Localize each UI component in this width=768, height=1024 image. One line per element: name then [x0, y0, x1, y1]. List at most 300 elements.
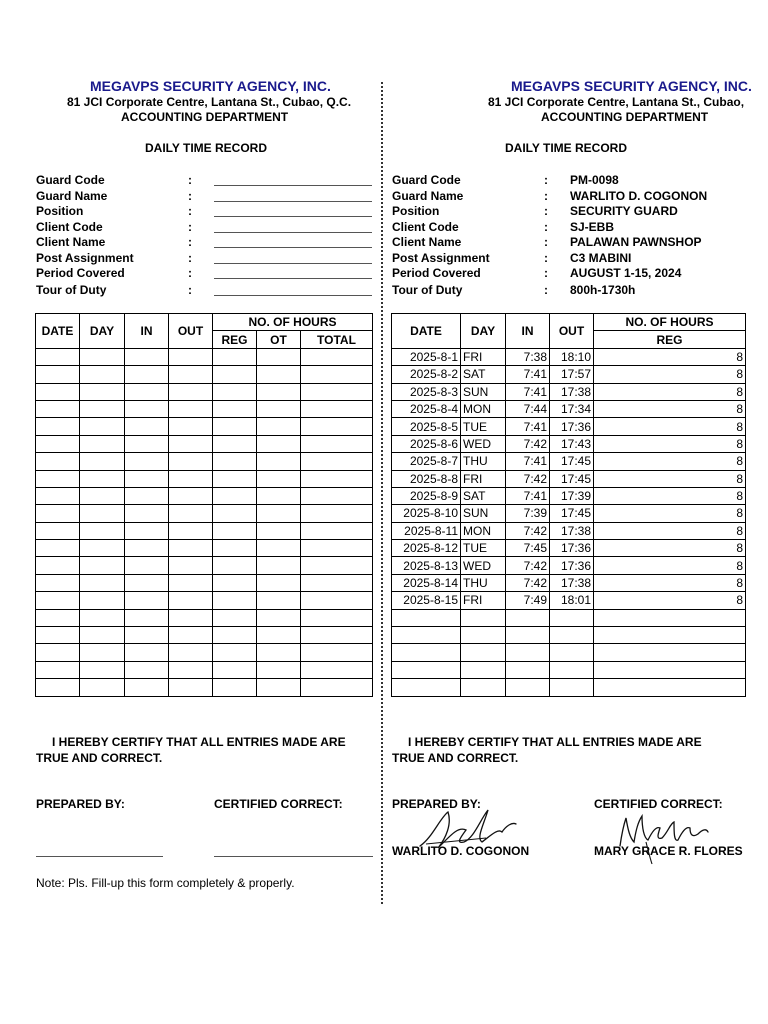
table-row — [392, 592, 746, 609]
date-cell — [392, 679, 461, 696]
table-cell[interactable] — [213, 627, 257, 644]
time-out-cell: 17:45 — [550, 505, 594, 522]
table-cell[interactable] — [213, 435, 257, 452]
table-row — [392, 644, 746, 661]
table-cell[interactable] — [36, 505, 80, 522]
table-cell[interactable] — [169, 487, 213, 504]
table-cell[interactable] — [169, 557, 213, 574]
info-value: WARLITO D. COGONON — [570, 189, 708, 203]
table-cell[interactable] — [257, 609, 301, 626]
table-cell[interactable] — [257, 383, 301, 400]
table-cell[interactable] — [213, 574, 257, 591]
table-cell[interactable] — [125, 505, 169, 522]
table-row — [392, 557, 746, 574]
table-cell[interactable] — [80, 487, 125, 504]
reg-hours-cell — [594, 679, 746, 696]
table-cell[interactable] — [301, 679, 373, 696]
certified-by-name: MARY GRACE R. FLORES — [594, 844, 743, 858]
table-row — [36, 400, 373, 417]
table-cell[interactable] — [257, 540, 301, 557]
time-out-cell: 17:36 — [550, 418, 594, 435]
time-out-cell: 17:34 — [550, 400, 594, 417]
date-cell: 2025-8-9 — [392, 487, 461, 504]
table-cell[interactable] — [125, 348, 169, 365]
date-cell: 2025-8-11 — [392, 522, 461, 539]
info-colon: : — [188, 266, 192, 280]
table-cell[interactable] — [169, 366, 213, 383]
table-cell[interactable] — [169, 522, 213, 539]
table-cell[interactable] — [257, 487, 301, 504]
table-row — [36, 627, 373, 644]
table-cell[interactable] — [257, 574, 301, 591]
table-cell[interactable] — [301, 487, 373, 504]
table-cell[interactable] — [125, 522, 169, 539]
table-row — [392, 487, 746, 504]
time-out-cell — [550, 679, 594, 696]
table-cell[interactable] — [125, 366, 169, 383]
table-cell[interactable] — [36, 453, 80, 470]
info-value: AUGUST 1-15, 2024 — [570, 266, 682, 280]
blank-fill-line[interactable] — [214, 263, 372, 264]
out-header: OUT — [169, 314, 213, 349]
table-cell[interactable] — [125, 435, 169, 452]
time-in-cell: 7:38 — [506, 348, 550, 365]
certification-statement: I HEREBY CERTIFY THAT ALL ENTRIES MADE ARE TRUE AND CORRECT. — [36, 735, 346, 765]
day-cell — [461, 627, 506, 644]
day-cell — [461, 644, 506, 661]
company-name: MEGAVPS SECURITY AGENCY, INC. — [90, 78, 331, 94]
prepared-by-signature — [416, 798, 520, 858]
total-header: TOTAL — [301, 331, 373, 348]
time-out-cell: 17:38 — [550, 383, 594, 400]
reg-hours-cell — [594, 627, 746, 644]
table-cell[interactable] — [80, 679, 125, 696]
day-cell: SAT — [461, 487, 506, 504]
blank-fill-line[interactable] — [214, 201, 372, 202]
info-colon: : — [188, 189, 192, 203]
table-cell[interactable] — [257, 400, 301, 417]
certified-correct-label: CERTIFIED CORRECT: — [594, 797, 723, 811]
info-label: Guard Code — [392, 173, 461, 187]
table-cell[interactable] — [36, 487, 80, 504]
date-cell: 2025-8-15 — [392, 592, 461, 609]
time-out-cell: 17:36 — [550, 557, 594, 574]
date-header: DATE — [36, 314, 80, 349]
table-cell[interactable] — [36, 609, 80, 626]
day-cell: SUN — [461, 383, 506, 400]
company-address: 81 JCI Corporate Centre, Lantana St., Cubao, Q.C. — [67, 95, 352, 109]
table-cell[interactable] — [213, 592, 257, 609]
table-cell[interactable] — [169, 453, 213, 470]
table-row — [392, 383, 746, 400]
table-cell[interactable] — [257, 644, 301, 661]
table-row — [36, 609, 373, 626]
table-cell[interactable] — [257, 592, 301, 609]
table-cell[interactable] — [36, 574, 80, 591]
table-cell[interactable] — [213, 383, 257, 400]
table-cell[interactable] — [80, 592, 125, 609]
table-cell[interactable] — [213, 453, 257, 470]
date-cell: 2025-8-13 — [392, 557, 461, 574]
table-row — [392, 661, 746, 678]
time-out-cell: 17:38 — [550, 574, 594, 591]
table-cell[interactable] — [301, 505, 373, 522]
table-cell[interactable] — [80, 505, 125, 522]
table-cell[interactable] — [257, 522, 301, 539]
table-row — [36, 592, 373, 609]
info-colon: : — [544, 220, 548, 234]
time-in-cell: 7:42 — [506, 435, 550, 452]
time-in-cell: 7:49 — [506, 592, 550, 609]
table-cell[interactable] — [125, 400, 169, 417]
table-row — [392, 418, 746, 435]
table-row — [36, 348, 373, 365]
table-cell[interactable] — [301, 522, 373, 539]
time-in-cell: 7:41 — [506, 453, 550, 470]
table-cell[interactable] — [213, 609, 257, 626]
table-cell[interactable] — [169, 592, 213, 609]
reg-hours-cell: 8 — [594, 592, 746, 609]
table-cell[interactable] — [301, 609, 373, 626]
table-cell[interactable] — [213, 487, 257, 504]
table-cell[interactable] — [80, 644, 125, 661]
info-colon: : — [544, 251, 548, 265]
info-colon: : — [544, 266, 548, 280]
table-cell[interactable] — [169, 348, 213, 365]
table-cell[interactable] — [257, 418, 301, 435]
time-in-cell: 7:45 — [506, 540, 550, 557]
table-row — [392, 540, 746, 557]
reg-hours-cell: 8 — [594, 557, 746, 574]
table-cell[interactable] — [301, 627, 373, 644]
info-colon: : — [188, 204, 192, 218]
table-cell[interactable] — [213, 557, 257, 574]
time-out-cell: 18:10 — [550, 348, 594, 365]
day-cell: THU — [461, 453, 506, 470]
time-in-cell: 7:42 — [506, 470, 550, 487]
table-cell[interactable] — [301, 435, 373, 452]
reg-hours-cell: 8 — [594, 453, 746, 470]
blank-fill-line[interactable] — [214, 295, 372, 296]
info-colon: : — [188, 251, 192, 265]
table-row — [36, 557, 373, 574]
day-cell: MON — [461, 400, 506, 417]
table-cell[interactable] — [257, 366, 301, 383]
reg-hours-cell: 8 — [594, 540, 746, 557]
table-cell[interactable] — [125, 383, 169, 400]
table-cell[interactable] — [301, 400, 373, 417]
table-cell[interactable] — [125, 644, 169, 661]
table-cell[interactable] — [257, 453, 301, 470]
table-cell[interactable] — [213, 366, 257, 383]
table-cell[interactable] — [301, 470, 373, 487]
table-cell[interactable] — [169, 435, 213, 452]
company-address: 81 JCI Corporate Centre, Lantana St., Cubao, — [488, 95, 745, 109]
table-cell[interactable] — [80, 627, 125, 644]
info-colon: : — [544, 235, 548, 249]
reg-hours-cell: 8 — [594, 435, 746, 452]
table-cell[interactable] — [301, 644, 373, 661]
table-row — [392, 627, 746, 644]
table-cell[interactable] — [301, 540, 373, 557]
table-cell[interactable] — [36, 366, 80, 383]
blank-fill-line[interactable] — [214, 216, 372, 217]
blank-fill-line[interactable] — [214, 247, 372, 248]
table-cell[interactable] — [125, 679, 169, 696]
info-value: SECURITY GUARD — [570, 204, 678, 218]
time-record-table — [35, 313, 373, 697]
table-row — [36, 366, 373, 383]
table-row — [36, 505, 373, 522]
time-out-cell: 17:39 — [550, 487, 594, 504]
table-cell[interactable] — [169, 470, 213, 487]
date-cell: 2025-8-2 — [392, 366, 461, 383]
date-cell: 2025-8-6 — [392, 435, 461, 452]
table-cell[interactable] — [80, 540, 125, 557]
table-row — [392, 470, 746, 487]
table-cell[interactable] — [80, 418, 125, 435]
table-cell[interactable] — [169, 400, 213, 417]
reg-hours-cell: 8 — [594, 400, 746, 417]
day-cell: SAT — [461, 366, 506, 383]
table-cell[interactable] — [125, 627, 169, 644]
info-colon: : — [544, 189, 548, 203]
table-row — [392, 522, 746, 539]
table-cell[interactable] — [80, 400, 125, 417]
date-cell: 2025-8-10 — [392, 505, 461, 522]
table-cell[interactable] — [80, 348, 125, 365]
table-cell[interactable] — [125, 661, 169, 678]
table-cell[interactable] — [213, 522, 257, 539]
table-cell[interactable] — [125, 418, 169, 435]
table-cell[interactable] — [169, 644, 213, 661]
table-cell[interactable] — [213, 348, 257, 365]
table-cell[interactable] — [80, 366, 125, 383]
table-cell[interactable] — [80, 661, 125, 678]
table-cell[interactable] — [301, 592, 373, 609]
time-in-cell: 7:39 — [506, 505, 550, 522]
time-out-cell: 18:01 — [550, 592, 594, 609]
day-header: DAY — [461, 314, 506, 349]
table-row — [392, 435, 746, 452]
table-cell[interactable] — [213, 418, 257, 435]
table-cell[interactable] — [169, 574, 213, 591]
blank-fill-line[interactable] — [214, 278, 372, 279]
table-row — [392, 366, 746, 383]
hours-header: NO. OF HOURS — [213, 314, 373, 331]
date-cell: 2025-8-8 — [392, 470, 461, 487]
form-title: DAILY TIME RECORD — [145, 141, 268, 155]
table-row — [36, 574, 373, 591]
table-cell[interactable] — [80, 383, 125, 400]
table-cell[interactable] — [80, 609, 125, 626]
time-in-cell: 7:41 — [506, 418, 550, 435]
table-cell[interactable] — [36, 627, 80, 644]
day-cell: FRI — [461, 592, 506, 609]
table-cell[interactable] — [80, 470, 125, 487]
table-cell[interactable] — [257, 661, 301, 678]
info-value: 800h-1730h — [570, 283, 636, 297]
date-cell: 2025-8-3 — [392, 383, 461, 400]
time-out-cell: 17:38 — [550, 522, 594, 539]
table-cell[interactable] — [213, 661, 257, 678]
table-cell[interactable] — [213, 470, 257, 487]
table-cell[interactable] — [36, 644, 80, 661]
table-cell[interactable] — [36, 418, 80, 435]
blank-fill-line[interactable] — [214, 232, 372, 233]
table-cell[interactable] — [169, 540, 213, 557]
date-cell: 2025-8-4 — [392, 400, 461, 417]
time-in-cell: 7:42 — [506, 557, 550, 574]
table-cell[interactable] — [301, 418, 373, 435]
info-label: Guard Name — [392, 189, 464, 203]
table-cell[interactable] — [257, 627, 301, 644]
table-cell[interactable] — [125, 487, 169, 504]
table-cell[interactable] — [257, 348, 301, 365]
table-cell[interactable] — [80, 453, 125, 470]
table-cell[interactable] — [36, 400, 80, 417]
table-cell[interactable] — [169, 505, 213, 522]
day-cell: SUN — [461, 505, 506, 522]
reg-hours-cell: 8 — [594, 505, 746, 522]
date-cell — [392, 609, 461, 626]
table-cell[interactable] — [125, 540, 169, 557]
table-cell[interactable] — [36, 348, 80, 365]
table-row — [36, 435, 373, 452]
reg-hours-cell — [594, 644, 746, 661]
day-cell: MON — [461, 522, 506, 539]
in-header: IN — [506, 314, 550, 349]
info-label: Client Code — [392, 220, 459, 234]
info-colon: : — [188, 235, 192, 249]
table-cell[interactable] — [301, 383, 373, 400]
table-cell[interactable] — [125, 592, 169, 609]
time-out-cell — [550, 609, 594, 626]
time-in-cell — [506, 679, 550, 696]
certification-statement: I HEREBY CERTIFY THAT ALL ENTRIES MADE ARE TRUE AND CORRECT. — [392, 735, 702, 765]
hours-header: NO. OF HOURS — [594, 314, 746, 331]
day-cell — [461, 609, 506, 626]
table-row — [392, 574, 746, 591]
table-cell[interactable] — [301, 348, 373, 365]
table-cell[interactable] — [301, 661, 373, 678]
day-cell: FRI — [461, 348, 506, 365]
table-row — [36, 487, 373, 504]
day-cell: WED — [461, 557, 506, 574]
table-cell[interactable] — [169, 661, 213, 678]
day-cell — [461, 661, 506, 678]
table-cell[interactable] — [301, 453, 373, 470]
table-cell[interactable] — [213, 644, 257, 661]
prepared-by-label: PREPARED BY: — [392, 797, 481, 811]
table-cell[interactable] — [257, 435, 301, 452]
info-value: PALAWAN PAWNSHOP — [570, 235, 702, 249]
out-header: OUT — [550, 314, 594, 349]
reg-hours-cell: 8 — [594, 470, 746, 487]
table-cell[interactable] — [80, 574, 125, 591]
table-cell[interactable] — [125, 574, 169, 591]
day-cell: WED — [461, 435, 506, 452]
table-cell[interactable] — [257, 679, 301, 696]
table-row — [392, 505, 746, 522]
table-cell[interactable] — [36, 470, 80, 487]
table-cell[interactable] — [257, 557, 301, 574]
table-cell[interactable] — [213, 679, 257, 696]
reg-hours-cell: 8 — [594, 383, 746, 400]
table-cell[interactable] — [36, 522, 80, 539]
time-out-cell: 17:45 — [550, 453, 594, 470]
date-cell: 2025-8-7 — [392, 453, 461, 470]
table-cell[interactable] — [169, 383, 213, 400]
table-cell[interactable] — [36, 661, 80, 678]
table-cell[interactable] — [36, 435, 80, 452]
day-cell: THU — [461, 574, 506, 591]
time-out-cell: 17:45 — [550, 470, 594, 487]
reg-hours-cell: 8 — [594, 348, 746, 365]
table-cell[interactable] — [36, 557, 80, 574]
date-cell — [392, 627, 461, 644]
table-cell[interactable] — [169, 609, 213, 626]
table-cell[interactable] — [301, 557, 373, 574]
table-cell[interactable] — [213, 505, 257, 522]
table-cell[interactable] — [257, 505, 301, 522]
info-label: Guard Name — [36, 189, 108, 203]
info-colon: : — [188, 220, 192, 234]
time-out-cell: 17:43 — [550, 435, 594, 452]
table-cell[interactable] — [169, 418, 213, 435]
time-in-cell — [506, 644, 550, 661]
table-cell[interactable] — [80, 522, 125, 539]
table-cell[interactable] — [125, 557, 169, 574]
table-cell[interactable] — [125, 470, 169, 487]
table-cell[interactable] — [36, 679, 80, 696]
table-cell[interactable] — [301, 366, 373, 383]
table-cell[interactable] — [257, 470, 301, 487]
table-cell[interactable] — [169, 627, 213, 644]
department: ACCOUNTING DEPARTMENT — [541, 110, 709, 124]
table-cell[interactable] — [213, 540, 257, 557]
table-row — [36, 644, 373, 661]
form-note: Note: Pls. Fill-up this form completely & properly. — [36, 876, 295, 890]
time-out-cell — [550, 644, 594, 661]
blank-fill-line[interactable] — [214, 185, 372, 186]
table-row — [36, 470, 373, 487]
info-label: Client Name — [36, 235, 106, 249]
table-cell[interactable] — [36, 592, 80, 609]
table-cell[interactable] — [80, 435, 125, 452]
table-cell[interactable] — [125, 609, 169, 626]
table-cell[interactable] — [36, 540, 80, 557]
table-row — [36, 540, 373, 557]
info-label: Position — [392, 204, 440, 218]
table-cell[interactable] — [213, 400, 257, 417]
certified-correct-label: CERTIFIED CORRECT: — [214, 797, 343, 811]
day-cell — [461, 679, 506, 696]
table-cell[interactable] — [36, 383, 80, 400]
date-cell: 2025-8-1 — [392, 348, 461, 365]
company-name: MEGAVPS SECURITY AGENCY, INC. — [511, 78, 752, 94]
prepared-by-signature-line — [36, 856, 163, 857]
info-label: Period Covered — [392, 266, 481, 280]
table-cell[interactable] — [80, 557, 125, 574]
table-cell[interactable] — [301, 574, 373, 591]
table-cell[interactable] — [125, 453, 169, 470]
dotted-cut-line — [381, 82, 383, 904]
reg-hours-cell: 8 — [594, 418, 746, 435]
table-cell[interactable] — [169, 679, 213, 696]
time-in-cell: 7:44 — [506, 400, 550, 417]
day-cell: TUE — [461, 418, 506, 435]
